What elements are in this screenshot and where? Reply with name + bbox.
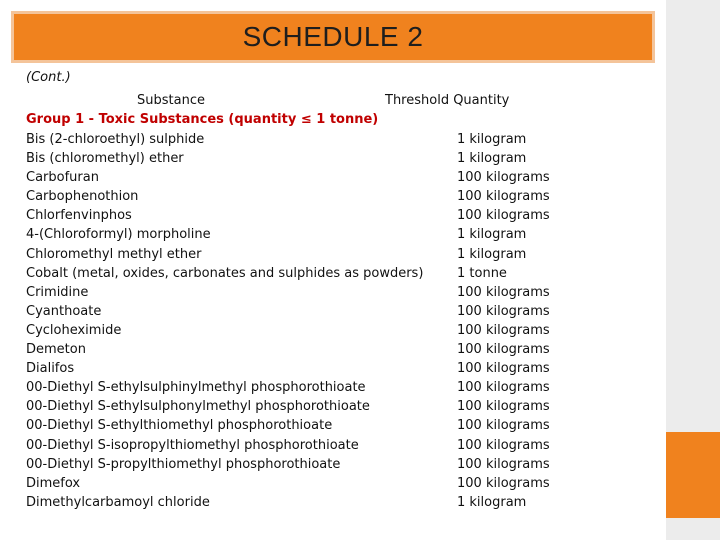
substance-name: Dimefox xyxy=(26,475,81,491)
threshold-quantity: 100 kilograms xyxy=(457,284,550,300)
slide-title: SCHEDULE 2 xyxy=(242,21,424,52)
table-row xyxy=(26,397,566,416)
substance-name: 4-(Chloroformyl) morpholine xyxy=(26,227,211,243)
threshold-quantity: 100 kilograms xyxy=(457,208,550,224)
table-row xyxy=(26,130,566,149)
threshold-quantity: 100 kilograms xyxy=(457,437,550,453)
title-bar xyxy=(11,11,655,63)
substance-name: Chloromethyl methyl ether xyxy=(26,246,202,262)
threshold-quantity: 1 tonne xyxy=(457,265,507,281)
threshold-quantity: 1 kilogram xyxy=(457,227,527,243)
substance-name: 00-Diethyl S-ethylsulphinylmethyl phosphorothioate xyxy=(26,380,366,396)
substance-list xyxy=(26,130,566,512)
table-row xyxy=(26,455,566,474)
substance-name: Bis (2-chloroethyl) sulphide xyxy=(26,132,205,147)
table-row xyxy=(26,340,566,359)
threshold-quantity: 100 kilograms xyxy=(457,399,550,415)
threshold-quantity: 100 kilograms xyxy=(457,189,550,205)
table-row xyxy=(26,187,566,206)
substance-name: Dialifos xyxy=(26,361,75,377)
table-row xyxy=(26,493,566,512)
threshold-quantity: 100 kilograms xyxy=(457,418,550,434)
table-row xyxy=(26,149,566,168)
substance-name: 00-Diethyl S-ethylsulphonylmethyl phosphorothioate xyxy=(26,399,370,415)
threshold-quantity: 1 kilogram xyxy=(457,246,527,262)
table-row xyxy=(26,416,566,435)
threshold-quantity: 100 kilograms xyxy=(457,456,550,472)
group-heading: Group 1 - Toxic Substances (quantity ≤ 1 tonne) xyxy=(26,112,379,127)
threshold-quantity: 100 kilograms xyxy=(457,170,550,186)
table-row xyxy=(26,436,566,455)
column-header-substance: Substance xyxy=(137,93,205,108)
table-row xyxy=(26,359,566,378)
table-row xyxy=(26,302,566,321)
threshold-quantity: 100 kilograms xyxy=(457,380,550,396)
substance-name: 00-Diethyl S-ethylthiomethyl phosphorothioate xyxy=(26,418,333,434)
table-row xyxy=(26,283,566,302)
substance-name: Demeton xyxy=(26,342,86,358)
substance-name: Cobalt (metal, oxides, carbonates and sulphides as powders) xyxy=(26,265,424,281)
threshold-quantity: 1 kilogram xyxy=(457,132,527,147)
table-row xyxy=(26,225,566,244)
column-header-threshold: Threshold Quantity xyxy=(385,93,510,108)
accent-block xyxy=(666,432,720,518)
threshold-quantity: 1 kilogram xyxy=(457,151,527,167)
threshold-quantity: 100 kilograms xyxy=(457,303,550,319)
table-row xyxy=(26,264,566,283)
cont-label: (Cont.) xyxy=(26,70,71,85)
threshold-quantity: 100 kilograms xyxy=(457,475,550,491)
substance-name: 00-Diethyl S-isopropylthiomethyl phosphorothioate xyxy=(26,437,359,453)
substance-name: 00-Diethyl S-propylthiomethyl phosphorothioate xyxy=(26,456,341,472)
substance-name: Bis (chloromethyl) ether xyxy=(26,151,184,167)
threshold-quantity: 100 kilograms xyxy=(457,342,550,358)
substance-name: Dimethylcarbamoyl chloride xyxy=(26,494,210,510)
table-row xyxy=(26,321,566,340)
substance-name: Carbofuran xyxy=(26,170,99,186)
substance-name: Chlorfenvinphos xyxy=(26,208,132,224)
threshold-quantity: 100 kilograms xyxy=(457,361,550,377)
table-row xyxy=(26,474,566,493)
substance-name: Cyanthoate xyxy=(26,303,102,319)
table-row xyxy=(26,206,566,225)
substance-name: Crimidine xyxy=(26,284,89,300)
substance-name: Carbophenothion xyxy=(26,189,139,205)
threshold-quantity: 100 kilograms xyxy=(457,322,550,338)
table-row xyxy=(26,168,566,187)
substance-name: Cycloheximide xyxy=(26,322,122,338)
table-row xyxy=(26,378,566,397)
threshold-quantity: 1 kilogram xyxy=(457,494,527,510)
table-row xyxy=(26,245,566,264)
